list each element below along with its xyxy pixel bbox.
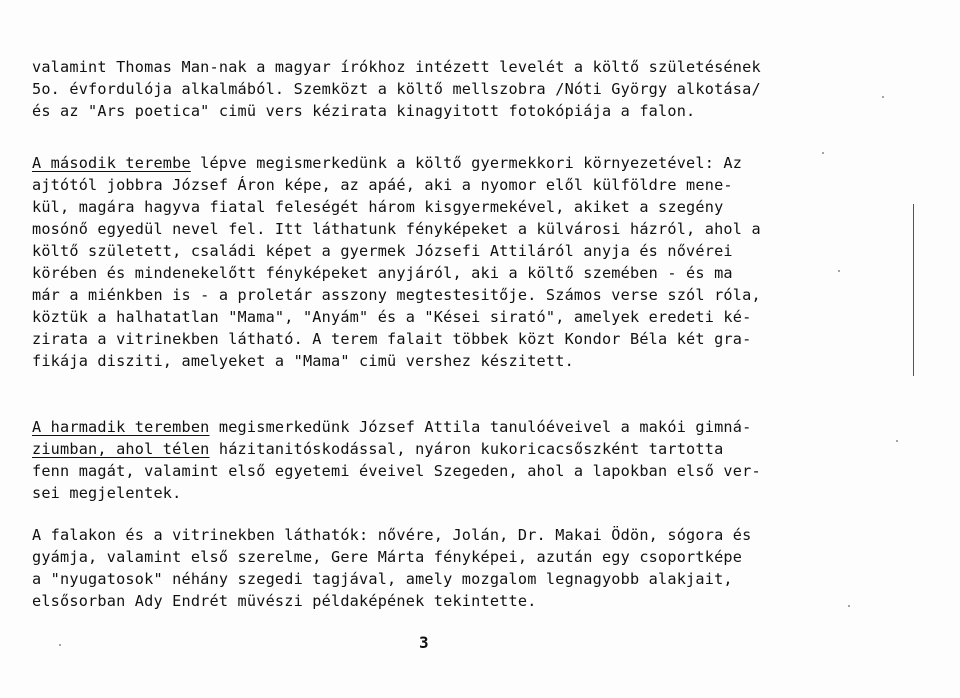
- scan-speck: [822, 152, 824, 154]
- text-line: és az "Ars poetica" cimü vers kézirata kinagyitott fotokópiája a falon.: [32, 102, 696, 120]
- text-line: fenn magát, valamint első egyetemi éveivel Szegeden, ahol a lapokban első ver-: [32, 462, 761, 480]
- scan-speck: [848, 605, 850, 607]
- paragraph-3: [32, 416, 862, 504]
- scan-speck: [896, 440, 898, 442]
- text-span: lépve megismerkedünk a költő gyermekkori környezetével: Az: [190, 154, 743, 172]
- text-span: megismerkedünk József Attila tanulóéveivel a makói gimná-: [209, 418, 752, 436]
- text-line: mosónő egyedül nevel fel. Itt láthatunk fényképeket a külvárosi házról, ahol a: [32, 220, 761, 238]
- scan-speck: [59, 644, 61, 646]
- text-span: házitanitóskodással, nyáron kukoricacsőszként tartotta: [209, 440, 724, 458]
- text-line: gyámja, valamint első szerelme, Gere Márta fényképei, azután egy csoportképe: [32, 548, 743, 566]
- underlined-heading: A harmadik teremben: [32, 418, 210, 436]
- text-line: fikája disziti, amelyeket a "Mama" cimü vershez készitett.: [32, 352, 574, 370]
- text-line: [32, 438, 862, 460]
- text-line: kül, magára hagyva fiatal feleségét három kisgyermekével, akiket a szegény: [32, 198, 724, 216]
- text-line: már a miénkben is - a proletár asszony megtestesitője. Számos verse szól róla,: [32, 286, 761, 304]
- page-number: 3: [419, 633, 429, 652]
- text-line: elsősorban Ady Endrét müvészi példaképének tekintette.: [32, 592, 537, 610]
- margin-line: [913, 204, 914, 376]
- underlined-heading: ziumban, ahol télen: [32, 440, 210, 458]
- text-line: zirata a vitrinekben látható. A terem falait többek közt Kondor Béla két gra-: [32, 330, 752, 348]
- text-line: költő született, családi képet a gyermek Józsefi Attiláról anyja és nővérei: [32, 242, 733, 260]
- scan-speck: [838, 270, 840, 272]
- paragraph-2: [32, 152, 862, 372]
- text-line: ajtótól jobbra József Áron képe, az apáé, aki a nyomor elől külföldre mene-: [32, 176, 733, 194]
- underlined-heading: A második terembe: [32, 154, 191, 172]
- text-line: sei megjelentek.: [32, 484, 182, 502]
- text-line: [32, 416, 862, 438]
- paragraph-1: [32, 56, 862, 122]
- text-line: [32, 152, 862, 174]
- text-line: A falakon és a vitrinekben láthatók: nővére, Jolán, Dr. Makai Ödön, sógora és: [32, 526, 752, 544]
- text-line: valamint Thomas Man-nak a magyar írókhoz intézett levelét a költő születésének: [32, 58, 761, 76]
- document-body: [32, 56, 862, 612]
- scan-speck: [882, 96, 884, 98]
- text-line: köztük a halhatatlan "Mama", "Anyám" és a "Kései sirató", amelyek eredeti ké-: [32, 308, 752, 326]
- paragraph-4: [32, 524, 862, 612]
- text-line: a "nyugatosok" néhány szegedi tagjával, amely mozgalom legnagyobb alakjait,: [32, 570, 733, 588]
- text-line: körében és mindenekelőtt fényképeket anyjáról, aki a költő szemében - és ma: [32, 264, 733, 282]
- text-line: 5o. évfordulója alkalmából. Szemközt a költő mellszobra /Nóti György alkotása/: [32, 80, 761, 98]
